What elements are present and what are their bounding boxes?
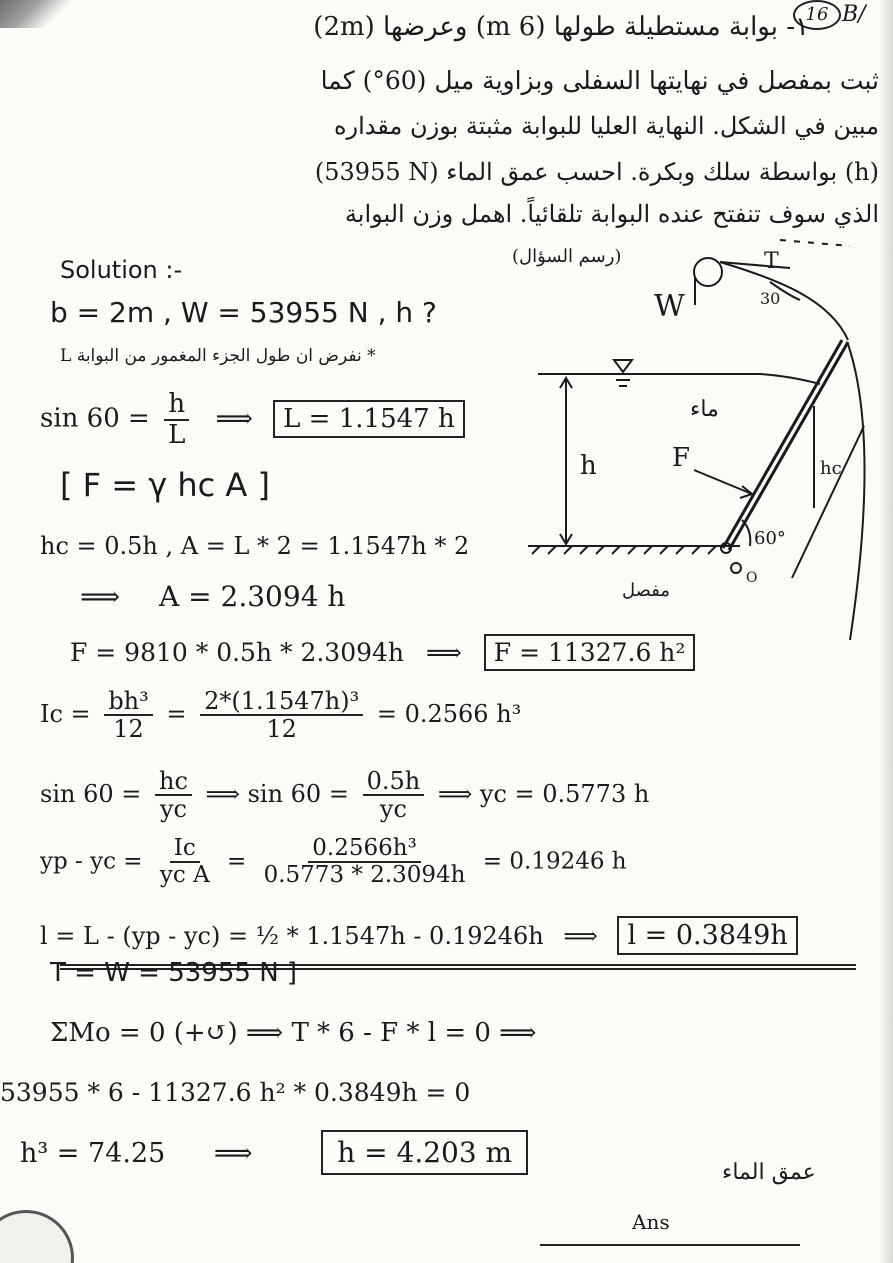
water-label: ماء xyxy=(690,397,719,422)
moment-line: ΣMo = 0 (+↺) ⟹ T * 6 - F * l = 0 ⟹ xyxy=(50,1018,537,1048)
yc-den2: yc xyxy=(379,795,407,824)
force-result-box: F = 11327.6 h² xyxy=(484,634,696,671)
yc-result: ⟹ yc = 0.5773 h xyxy=(437,779,650,808)
ic-line xyxy=(40,688,521,743)
hinge-label: مفصل xyxy=(622,580,670,601)
ic-fraction-1 xyxy=(104,688,152,743)
yp-num2: 0.2566h³ xyxy=(308,836,421,863)
depth-label: h xyxy=(580,451,597,481)
sin-prefix: sin 60 = xyxy=(40,403,150,434)
ic-den: 12 xyxy=(113,715,144,744)
depth-arrow-head-top xyxy=(560,378,572,388)
yp-result: = 0.19246 h xyxy=(482,848,627,875)
yc-den: yc xyxy=(159,795,187,824)
cable-angle-label: 30 xyxy=(760,289,781,308)
yc-num2: 0.5h xyxy=(363,768,425,796)
final-result-box: h = 4.203 m xyxy=(321,1130,528,1175)
gate-line-2 xyxy=(729,342,848,550)
final-label: عمق الماء xyxy=(722,1160,816,1185)
hc-label: hc xyxy=(820,458,842,479)
area-result-line xyxy=(80,580,345,613)
yc-num: hc xyxy=(155,768,192,796)
force-calc-line xyxy=(70,638,695,667)
solution-heading: Solution :- xyxy=(60,256,183,284)
ic-eq: = xyxy=(166,699,187,728)
ic-num: bh³ xyxy=(104,688,152,716)
yp-den2: 0.5773 * 2.3094h xyxy=(263,862,466,889)
sin-denominator: L xyxy=(168,419,186,450)
force-arrow: ⟹ xyxy=(426,638,462,667)
top-cable xyxy=(720,262,848,340)
force-arrow xyxy=(694,470,752,494)
yp-den: yc A xyxy=(159,862,210,889)
problem-line-3: مبين في الشكل. النهاية العليا للبوابة مثبتة بوزن مقداره xyxy=(333,112,879,140)
l-calc: l = L - (yp - yc) = ½ * 1.1547h - 0.19246h xyxy=(40,922,544,950)
force-label: F xyxy=(672,443,691,473)
assumption-line: * نفرض ان طول الجزء المغمور من البوابة L xyxy=(60,346,376,366)
force-formula-text: F = γ hc A xyxy=(82,466,248,504)
area-arrow: ⟹ xyxy=(80,580,121,613)
pulley xyxy=(694,258,722,286)
yp-prefix: yp - yc = xyxy=(40,848,143,875)
moment-sub-line: 53955 * 6 - 11327.6 h² * 0.3849h = 0 xyxy=(0,1078,471,1107)
sin-fraction xyxy=(164,390,189,449)
tension-label: T xyxy=(764,249,779,274)
pulley-cable xyxy=(720,262,790,268)
l-calc-line xyxy=(40,920,798,951)
force-formula: [ F = γ hc A ] xyxy=(60,466,270,504)
free-surface-symbol xyxy=(614,360,632,372)
page-number: 16 xyxy=(805,4,829,25)
tension-text: T = W = 53955 N xyxy=(50,958,279,988)
problem-line-2: ثبت بمفصل في نهايتها السفلى وبزاوية ميل (60°) كما xyxy=(320,66,879,95)
l-arrow: ⟹ xyxy=(563,922,598,950)
ground-hatching xyxy=(532,546,716,554)
gate-angle-label: 60° xyxy=(754,528,786,549)
yc-fraction-1 xyxy=(155,768,192,823)
water-surface xyxy=(538,374,820,384)
depth-arrow-head-bottom xyxy=(560,534,572,544)
yp-fraction-2 xyxy=(260,836,470,889)
gate-length-dimension xyxy=(792,426,864,578)
ic-result: = 0.2566 h³ xyxy=(376,699,522,728)
problem-line-4: (53955 N) بواسطة سلك وبكرة. احسب عمق الماء (h) xyxy=(314,158,879,186)
binder-hole xyxy=(0,1210,74,1263)
l-final-box: l = 0.3849h xyxy=(617,916,797,955)
yp-eq: = xyxy=(227,848,247,875)
ic-fraction-2 xyxy=(200,688,363,743)
h3-value: h³ = 74.25 xyxy=(20,1138,166,1169)
given-line: b = 2m , W = 53955 N , h ? xyxy=(50,296,437,329)
ans-label: Ans xyxy=(632,1210,670,1234)
arrow: ⟹ xyxy=(215,403,253,434)
o-point xyxy=(731,563,741,573)
swing-arc xyxy=(848,344,865,640)
area-result: A = 2.3094 h xyxy=(159,580,346,613)
l-result-box: L = 1.1547 h xyxy=(273,400,465,438)
corner-mark: B/ xyxy=(842,2,866,27)
draw-note: (رسم السؤال) xyxy=(512,246,622,267)
o-label: O xyxy=(746,570,758,586)
sin-l-equation xyxy=(40,390,465,449)
yc-mid: ⟹ sin 60 = xyxy=(205,779,349,808)
yp-fraction-1 xyxy=(156,836,214,889)
ic-num2: 2*(1.1547h)³ xyxy=(200,688,363,716)
h3-arrow: ⟹ xyxy=(213,1138,253,1169)
yc-line xyxy=(40,768,649,823)
scan-shadow-right xyxy=(879,0,893,1263)
ans-underline xyxy=(540,1244,800,1246)
hc-area-line: hc = 0.5h , A = L * 2 = 1.1547h * 2 xyxy=(40,532,470,560)
problem-line-5: الذي سوف تنفتح عنده البوابة تلقائياً. اهمل وزن البوابة xyxy=(344,200,879,228)
force-arrow-head xyxy=(740,486,752,498)
sin-numerator: h xyxy=(164,390,189,421)
h3-line xyxy=(20,1136,528,1169)
ic-den2: 12 xyxy=(266,715,297,744)
tension-line: T = W = 53955 N ] xyxy=(50,958,298,988)
yc-prefix: sin 60 = xyxy=(40,779,142,808)
ic-prefix: Ic = xyxy=(40,699,91,728)
angle-arc-30 xyxy=(770,282,800,300)
scan-shadow-top-left xyxy=(0,0,70,28)
hinge xyxy=(721,543,731,553)
weight-label: W xyxy=(654,289,685,324)
problem-line-1: ۱- بوابة مستطيلة طولها (6 m) وعرضها (2m) xyxy=(313,12,809,42)
force-calc: F = 9810 * 0.5h * 2.3094h xyxy=(70,638,405,667)
angle-arc-60 xyxy=(742,520,750,546)
gate-line-1 xyxy=(723,340,842,548)
yp-line xyxy=(40,836,627,889)
yc-fraction-2 xyxy=(363,768,425,823)
right-dashes xyxy=(780,240,850,246)
yp-num: Ic xyxy=(170,836,200,863)
